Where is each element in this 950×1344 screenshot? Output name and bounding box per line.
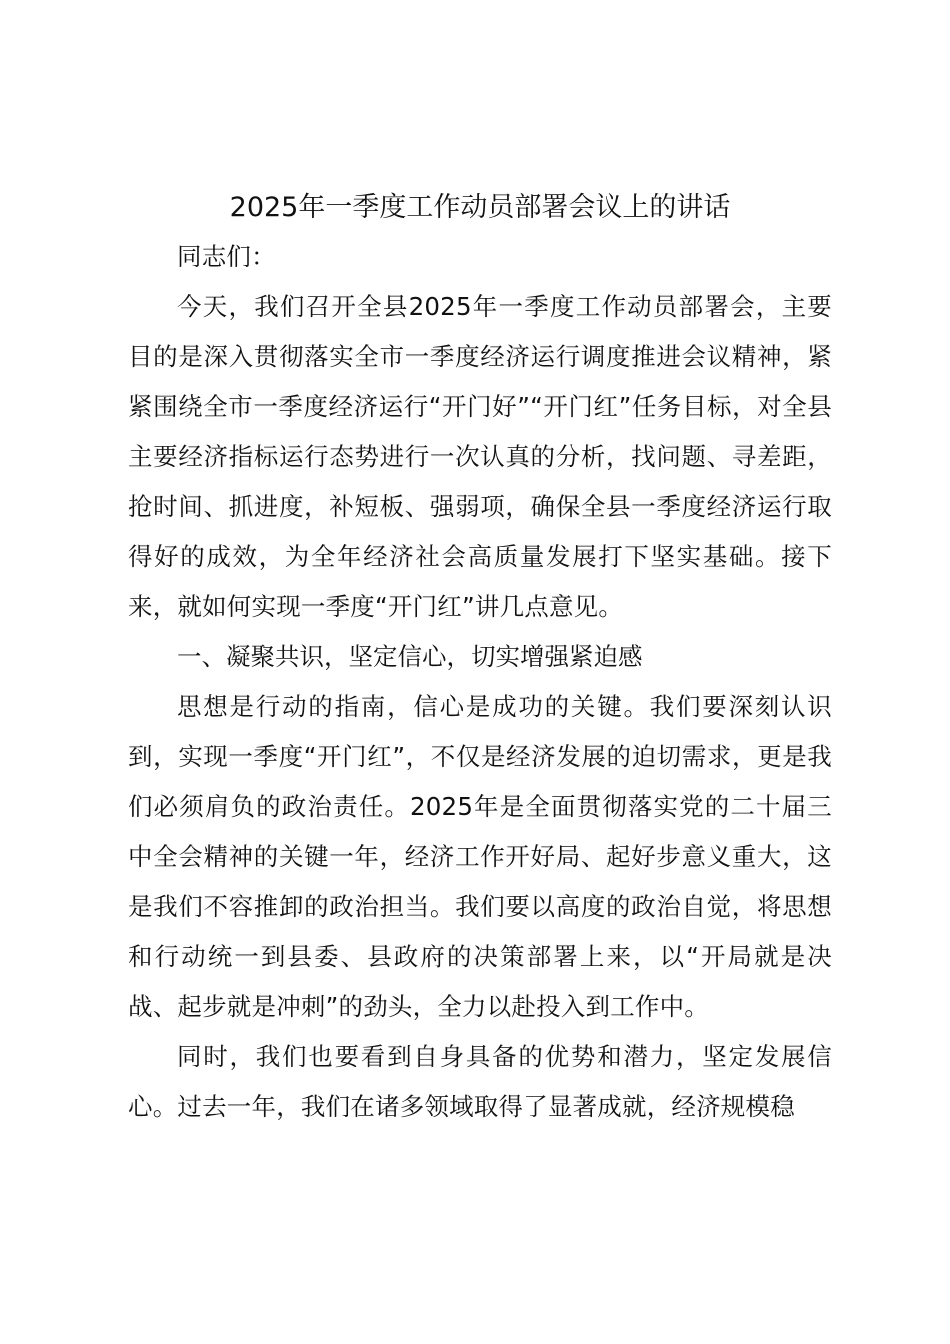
document-body bbox=[128, 184, 832, 1132]
salutation: 同志们： bbox=[177, 242, 276, 271]
document-title: 2025年一季度工作动员部署会议上的讲话 bbox=[229, 192, 731, 223]
intro-paragraph: 今天，我们召开全县2025年一季度工作动员部署会，主要目的是深入贯彻落实全市一季度经济运行调度推进会议精神，紧紧围绕全市一季度经济运行“开门好”“开门红”任务目标，对全县主要经济指标运行态势进行一次认真的分析，找问题、寻差距，抢时间、抓进度，补短板、强弱项，确保全县一季度经济运行取得好的成效，为全年经济社会高质量发展打下坚实基础。接下来，就如何实现一季度“开门红”讲几点意见。 bbox=[128, 292, 832, 621]
section-heading-1: 一、凝聚共识，坚定信心，切实增强紧迫感 bbox=[177, 642, 643, 671]
section-1-paragraph-1: 思想是行动的指南，信心是成功的关键。我们要深刻认识到，实现一季度“开门红”，不仅是经济发展的迫切需求，更是我们必须肩负的政治责任。2025年是全面贯彻落实党的二十届三中全会精神的关键一年，经济工作开好局、起好步意义重大，这是我们不容推卸的政治担当。我们要以高度的政治自觉，将思想和行动统一到县委、县政府的决策部署上来，以“开局就是决战、起步就是冲刺”的劲头，全力以赴投入到工作中。 bbox=[128, 692, 832, 1021]
section-1-paragraph-2: 同时，我们也要看到自身具备的优势和潜力，坚定发展信心。过去一年，我们在诸多领域取得了显著成就，经济规模稳 bbox=[128, 1042, 832, 1121]
